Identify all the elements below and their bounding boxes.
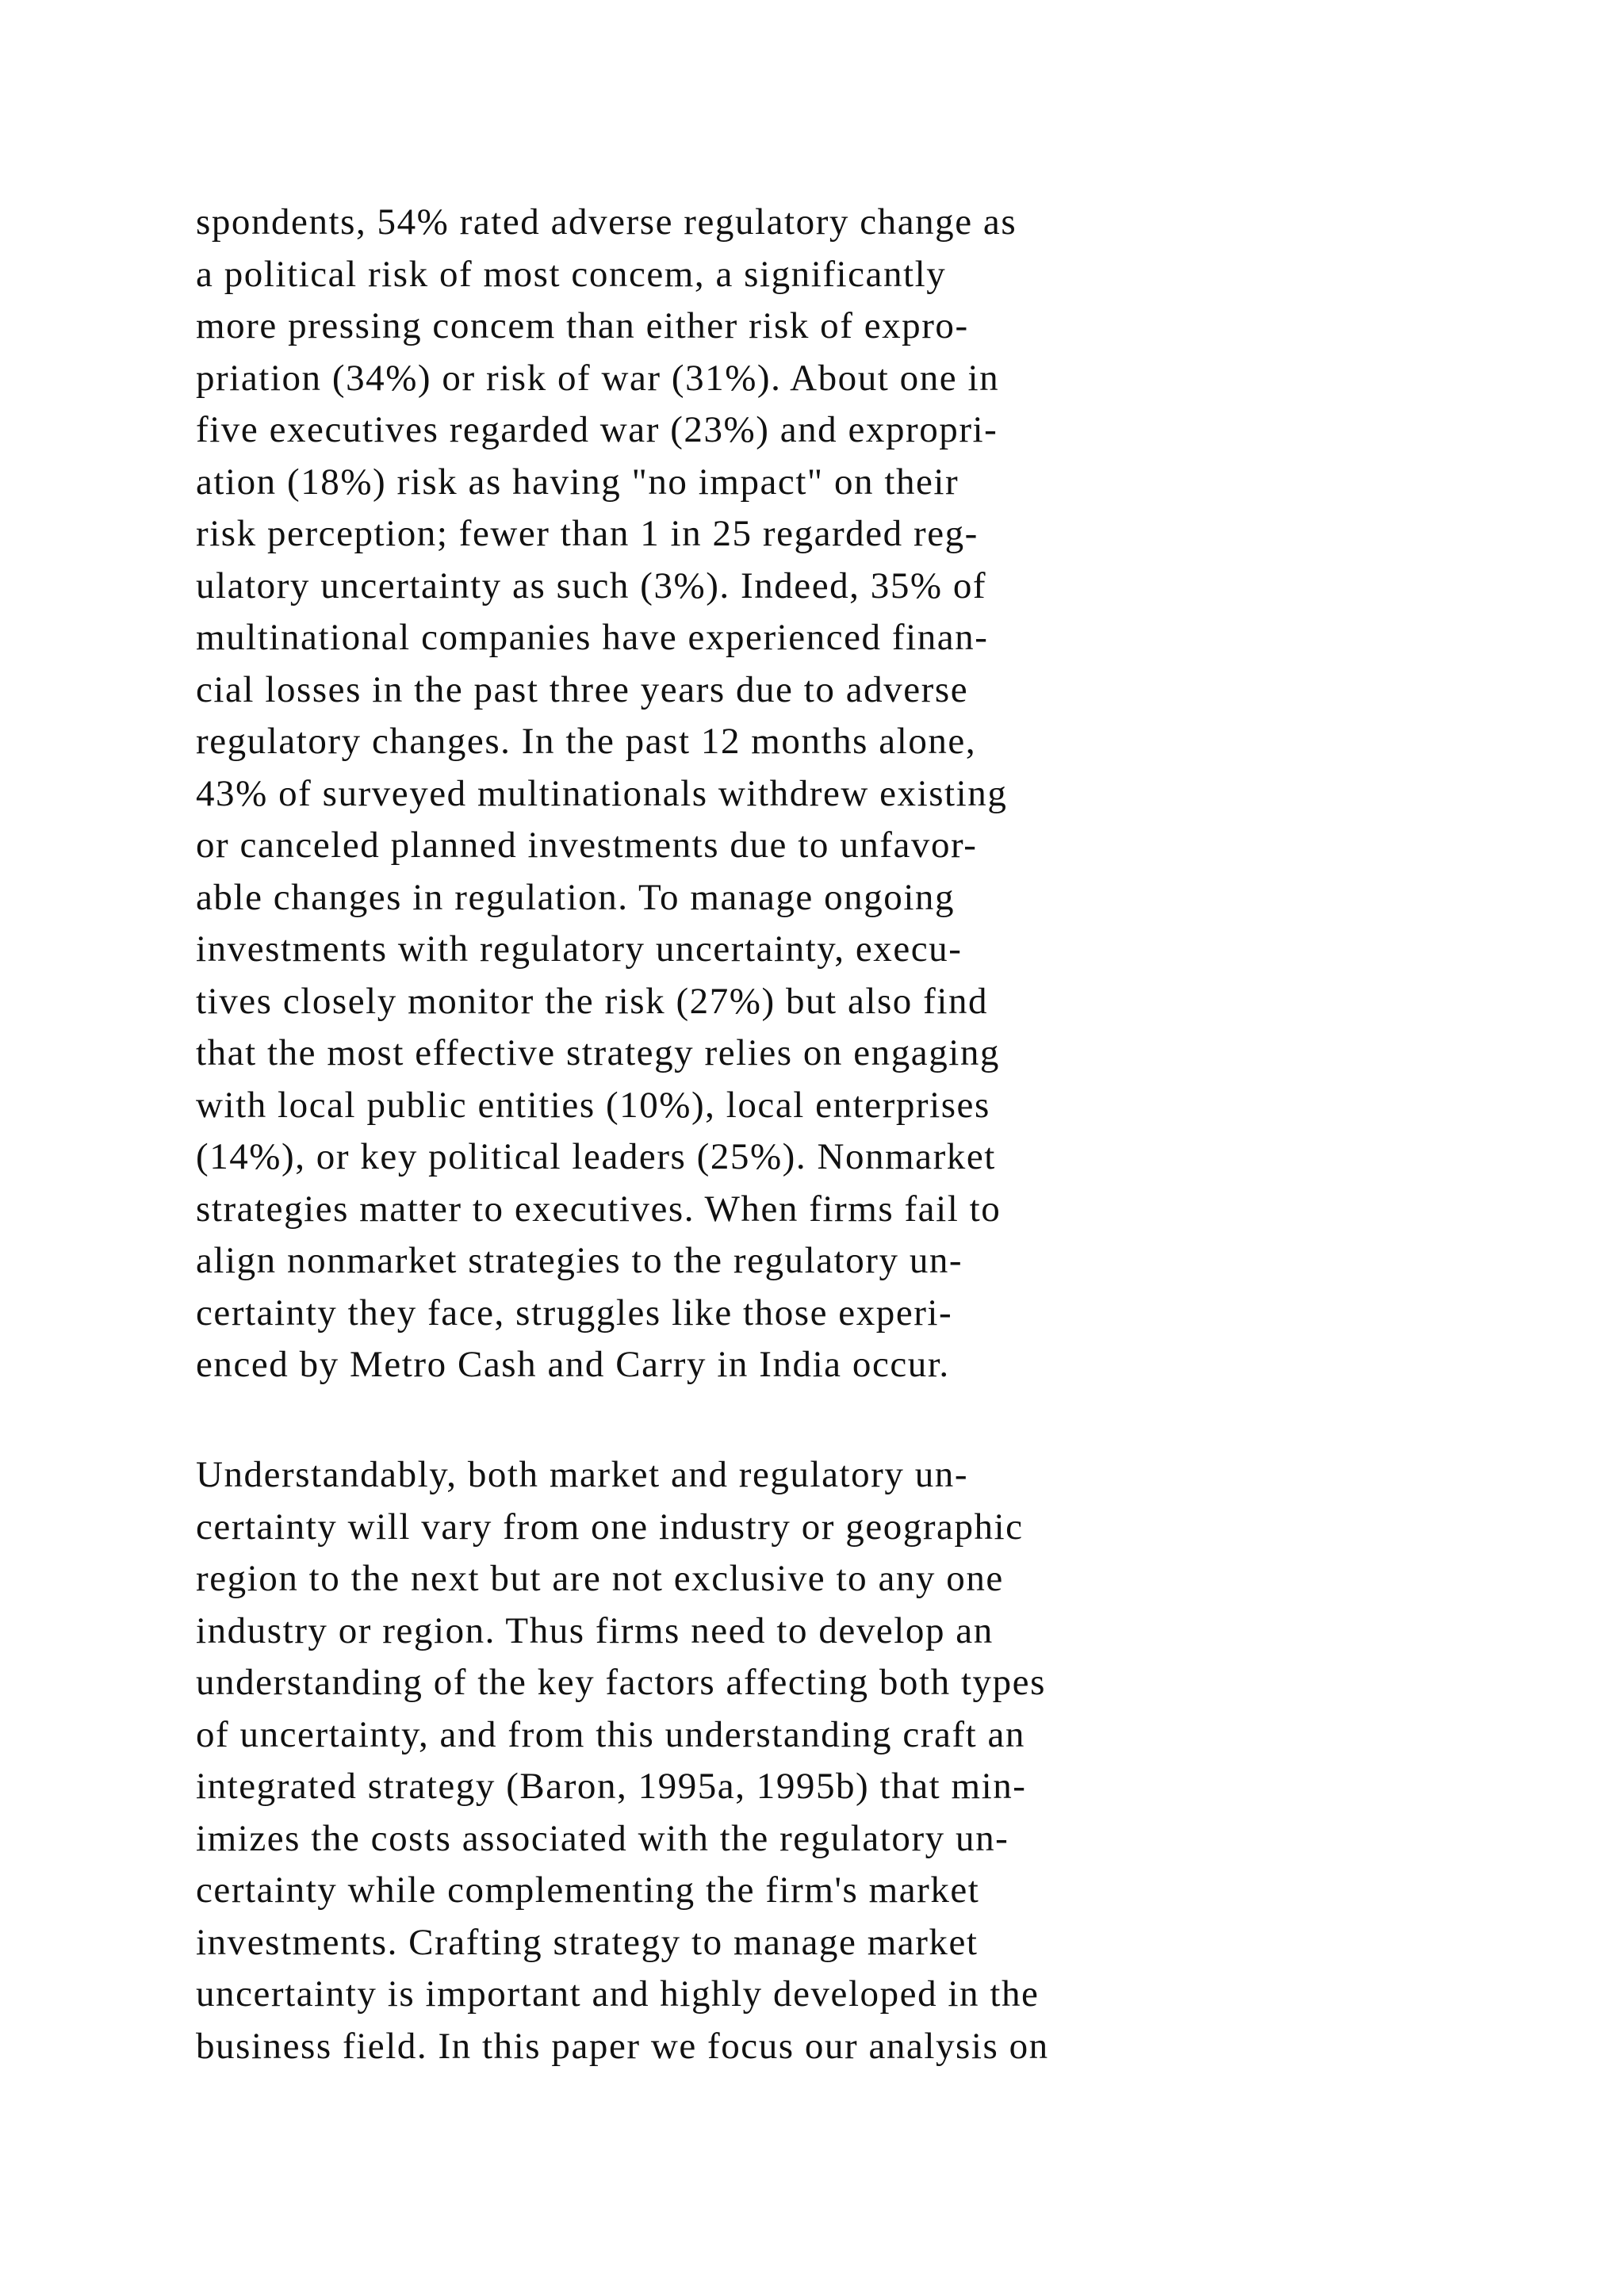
paragraph-regulatory-risk bbox=[196, 197, 1480, 1391]
text-line: certainty they face, struggles like those experi- bbox=[196, 1292, 953, 1334]
text-line: imizes the costs associated with the regulatory un- bbox=[196, 1817, 1009, 1859]
text-line: five executives regarded war (23%) and expropri- bbox=[196, 409, 998, 450]
text-line: ulatory uncertainty as such (3%). Indeed, 35% of bbox=[196, 564, 987, 607]
text-line: spondents, 54% rated adverse regulatory change as bbox=[196, 201, 1017, 243]
text-line: with local public entities (10%), local enterprises bbox=[196, 1084, 990, 1126]
text-line: (14%), or key political leaders (25%). Nonmarket bbox=[196, 1136, 996, 1177]
text-line: integrated strategy (Baron, 1995a, 1995b) that min- bbox=[196, 1766, 1027, 1807]
text-line: investments with regulatory uncertainty, execu- bbox=[196, 928, 963, 970]
text-line: certainty will vary from one industry or geographic bbox=[196, 1506, 1024, 1548]
text-line: certainty while complementing the firm's market bbox=[196, 1869, 980, 1911]
text-line: enced by Metro Cash and Carry in India occur. bbox=[196, 1344, 950, 1385]
text-line: understanding of the key factors affecting both types bbox=[196, 1662, 1046, 1703]
text-line: able changes in regulation. To manage ongoing bbox=[196, 876, 956, 918]
text-line: 43% of surveyed multinationals withdrew existing bbox=[196, 772, 1008, 814]
text-line: align nonmarket strategies to the regulatory un- bbox=[196, 1240, 963, 1281]
text-line: of uncertainty, and from this understanding craft an bbox=[196, 1713, 1025, 1755]
text-line: a political risk of most concem, a significantly bbox=[196, 253, 947, 295]
text-line: or canceled planned investments due to unfavor- bbox=[196, 825, 978, 866]
text-line: more pressing concem than either risk of expro- bbox=[196, 305, 969, 346]
text-line: ation (18%) risk as having "no impact" on their bbox=[196, 461, 959, 503]
text-line: risk perception; fewer than 1 in 25 regarded reg- bbox=[196, 513, 979, 554]
text-line: uncertainty is important and highly developed in the bbox=[196, 1973, 1040, 2015]
text-line: business field. In this paper we focus our analysis on bbox=[196, 2025, 1049, 2067]
text-line: region to the next but are not exclusive to any one bbox=[196, 1558, 1004, 1599]
text-line: investments. Crafting strategy to manage market bbox=[196, 1921, 979, 1963]
text-line: cial losses in the past three years due to adverse bbox=[196, 668, 969, 710]
text-line: multinational companies have experienced finan- bbox=[196, 617, 989, 658]
text-line: that the most effective strategy relies on engaging bbox=[196, 1032, 1000, 1073]
text-line: priation (34%) or risk of war (31%). About one in bbox=[196, 357, 1000, 399]
paragraph-integrated-strategy bbox=[196, 1449, 1480, 2072]
text-line: tives closely monitor the risk (27%) but also find bbox=[196, 980, 989, 1022]
text-line: industry or region. Thus firms need to develop an bbox=[196, 1609, 994, 1651]
text-line: strategies matter to executives. When firms fail to bbox=[196, 1188, 1002, 1230]
text-line: regulatory changes. In the past 12 months alone, bbox=[196, 721, 977, 762]
text-line: Understandably, both market and regulatory un- bbox=[196, 1454, 969, 1495]
